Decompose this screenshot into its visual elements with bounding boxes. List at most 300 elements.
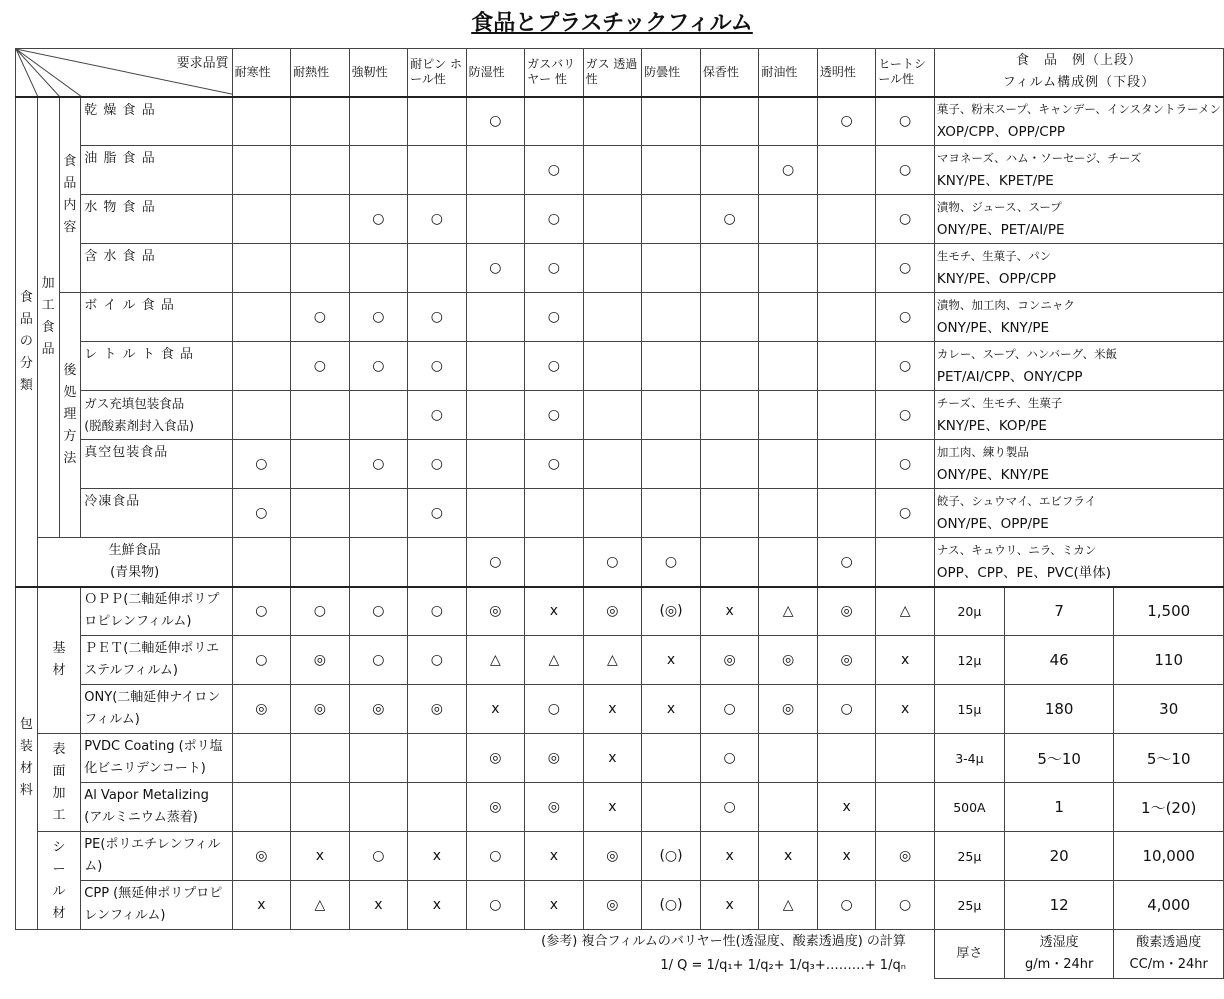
quality-mark: ○ [349, 587, 408, 636]
quality-mark: ○ [525, 685, 584, 734]
quality-mark [583, 342, 642, 391]
material-row [16, 636, 1224, 685]
food-category-label [16, 97, 38, 587]
quality-mark [642, 244, 701, 293]
quality-mark: ○ [700, 734, 759, 783]
thickness-value: 20μ [934, 587, 1004, 636]
moisture-permeability-value: 5〜10 [1004, 734, 1114, 783]
quality-mark: ○ [876, 244, 935, 293]
page-title: 食品とプラスチックフィルム [471, 11, 753, 36]
quality-mark [408, 538, 467, 587]
food-example-items: 菓子、粉末スープ、キャンデー、インスタントラーメン [936, 102, 1221, 117]
oxygen-unit: CC/m・24hr [1129, 956, 1208, 972]
quality-mark: ◎ [525, 734, 584, 783]
quality-mark: ○ [466, 538, 525, 587]
quality-header [759, 49, 818, 97]
quality-mark: ○ [232, 587, 291, 636]
quality-mark: ○ [291, 342, 350, 391]
quality-mark [466, 146, 525, 195]
quality-mark [525, 489, 584, 538]
quality-mark [232, 538, 291, 587]
quality-mark: ◎ [583, 587, 642, 636]
quality-mark: △ [291, 881, 350, 930]
quality-mark [817, 342, 876, 391]
quality-mark [583, 440, 642, 489]
quality-mark: x [876, 636, 935, 685]
quality-mark: ◎ [466, 783, 525, 832]
quality-header-label: 保香性 [702, 64, 739, 79]
quality-mark: x [408, 832, 467, 881]
quality-mark: ○ [876, 146, 935, 195]
quality-mark: ○ [525, 342, 584, 391]
oxygen-permeability-value: 1,500 [1114, 587, 1224, 636]
quality-mark [232, 342, 291, 391]
quality-mark: ○ [817, 881, 876, 930]
quality-mark [876, 538, 935, 587]
material-row [16, 734, 1224, 783]
quality-mark: ○ [525, 195, 584, 244]
quality-mark: x [759, 832, 818, 881]
moisture-unit: g/m・24hr [1024, 956, 1094, 972]
quality-mark [817, 734, 876, 783]
quality-mark: ○ [408, 489, 467, 538]
sealant-text: シール材 [52, 839, 66, 921]
quality-mark: ○ [817, 538, 876, 587]
quality-header [583, 49, 642, 97]
quality-mark: x [700, 587, 759, 636]
film-composition: PET/AI/CPP、ONY/CPP [936, 369, 1083, 385]
quality-mark [583, 293, 642, 342]
quality-header [408, 49, 467, 97]
quality-mark: x [583, 685, 642, 734]
oxygen-header [1114, 930, 1224, 979]
quality-mark: x [583, 783, 642, 832]
quality-mark [583, 146, 642, 195]
quality-mark [700, 538, 759, 587]
food-example [934, 293, 1223, 342]
thickness-value: 500A [934, 783, 1004, 832]
material-name: ＯＰＰ(二軸延伸ポリプロピレンフィルム) [81, 587, 232, 636]
food-name-text: 冷凍食品 [84, 494, 141, 509]
quality-header-label: 耐熱性 [293, 64, 330, 79]
thickness-value: 12μ [934, 636, 1004, 685]
quality-mark: ○ [700, 685, 759, 734]
food-example-items: チーズ、生モチ、生菓子 [936, 396, 1063, 410]
quality-header-label: 耐ピン ホール性 [410, 57, 462, 87]
quality-mark: ○ [349, 293, 408, 342]
quality-mark: ○ [408, 440, 467, 489]
quality-mark: x [583, 734, 642, 783]
quality-mark: ○ [349, 636, 408, 685]
food-name-sub: (脱酸素剤封入食品) [84, 418, 195, 433]
barrier-note-text: (参考) 複合フィルムのバリヤー性(透湿度、酸素透過度) の計算 [541, 934, 906, 949]
quality-mark: ○ [232, 440, 291, 489]
food-name-text: 含 水 食 品 [84, 249, 156, 264]
food-name [81, 293, 232, 342]
quality-mark [349, 489, 408, 538]
quality-mark [700, 244, 759, 293]
quality-header-label: 防曇性 [644, 64, 681, 79]
food-example-items: 加工肉、練り製品 [936, 445, 1029, 459]
quality-mark: △ [466, 636, 525, 685]
quality-mark [876, 734, 935, 783]
quality-header [817, 49, 876, 97]
quality-mark: ○ [349, 440, 408, 489]
processed-food-label [37, 97, 59, 538]
quality-mark: ○ [232, 636, 291, 685]
quality-mark: ○ [876, 293, 935, 342]
food-example [934, 342, 1223, 391]
thickness-value: 15μ [934, 685, 1004, 734]
film-composition: KNY/PE、KOP/PE [936, 418, 1047, 434]
quality-mark: ◎ [466, 587, 525, 636]
quality-mark [232, 391, 291, 440]
food-row [16, 342, 1224, 391]
quality-mark: ○ [876, 97, 935, 146]
oxygen-permeability-value: 110 [1114, 636, 1224, 685]
quality-mark: ○ [876, 881, 935, 930]
quality-header-label: ガスバリヤー 性 [527, 57, 576, 87]
quality-mark: ○ [349, 195, 408, 244]
food-example [934, 195, 1223, 244]
quality-header-label: ガス 透過性 [585, 57, 638, 87]
quality-mark: ◎ [408, 685, 467, 734]
food-name [81, 489, 232, 538]
quality-mark [759, 783, 818, 832]
quality-mark [642, 391, 701, 440]
food-example-items: 漬物、ジュース、スープ [936, 200, 1062, 214]
film-composition: ONY/PE、PET/AI/PE [936, 222, 1065, 238]
fresh-food-name [37, 538, 232, 587]
food-row [16, 440, 1224, 489]
moisture-permeability-value: 7 [1004, 587, 1114, 636]
quality-mark [232, 97, 291, 146]
quality-mark: ◎ [291, 685, 350, 734]
quality-mark: ◎ [876, 832, 935, 881]
film-composition: ONY/PE、KNY/PE [936, 320, 1050, 336]
quality-mark: ◎ [700, 636, 759, 685]
food-name [81, 97, 232, 146]
quality-mark [700, 489, 759, 538]
food-example [934, 97, 1223, 146]
quality-header [232, 49, 291, 97]
quality-mark [291, 489, 350, 538]
food-row [16, 293, 1224, 342]
quality-mark [642, 342, 701, 391]
fresh-food-row [16, 538, 1224, 587]
food-row [16, 146, 1224, 195]
material-row [16, 783, 1224, 832]
quality-mark: x [876, 685, 935, 734]
quality-mark [466, 440, 525, 489]
quality-mark: ○ [525, 293, 584, 342]
quality-mark: (○) [642, 832, 701, 881]
thickness-value: 25μ [934, 832, 1004, 881]
quality-header-label: 強靭性 [351, 64, 388, 79]
quality-mark: ○ [876, 342, 935, 391]
food-example-items: 餃子、シュウマイ、エビフライ [936, 494, 1097, 508]
quality-mark: ◎ [817, 636, 876, 685]
quality-mark [349, 734, 408, 783]
material-name: ＰＥＴ(二軸延伸ポリエステルフィルム) [81, 636, 232, 685]
surface-treatment-label [37, 734, 81, 832]
quality-mark: ○ [817, 685, 876, 734]
moisture-permeability-value: 1 [1004, 783, 1114, 832]
quality-header [700, 49, 759, 97]
thickness-value: 3-4μ [934, 734, 1004, 783]
material-name: PE(ポリエチレンフィルム) [81, 832, 232, 881]
quality-mark [232, 146, 291, 195]
processed-food-text: 加工食品 [41, 276, 55, 358]
quality-mark: ○ [876, 489, 935, 538]
quality-mark: x [642, 685, 701, 734]
oxygen-permeability-value: 5〜10 [1114, 734, 1224, 783]
quality-mark: ○ [466, 97, 525, 146]
quality-mark: ○ [876, 391, 935, 440]
quality-mark: x [291, 832, 350, 881]
surface-treatment-text: 表面加工 [52, 741, 66, 823]
food-example-items: カレー、スープ、ハンバーグ、米飯 [936, 347, 1118, 361]
quality-mark [349, 244, 408, 293]
food-row [16, 97, 1224, 146]
quality-header-label: 防湿性 [468, 64, 505, 79]
moisture-permeability-value: 12 [1004, 881, 1114, 930]
food-example-items: 漬物、加工肉、コンニャク [936, 298, 1075, 312]
quality-mark [466, 391, 525, 440]
quality-mark: x [408, 881, 467, 930]
food-name-text: 水 物 食 品 [84, 200, 156, 215]
quality-mark [466, 195, 525, 244]
quality-mark [466, 489, 525, 538]
food-example [934, 244, 1223, 293]
quality-mark [759, 734, 818, 783]
quality-mark: △ [525, 636, 584, 685]
quality-header-label: 透明性 [819, 64, 856, 79]
quality-mark [408, 244, 467, 293]
quality-header [466, 49, 525, 97]
quality-mark [642, 195, 701, 244]
food-example [934, 391, 1223, 440]
quality-mark [583, 195, 642, 244]
quality-mark: ○ [232, 489, 291, 538]
quality-mark [642, 293, 701, 342]
quality-mark [817, 489, 876, 538]
quality-header [349, 49, 408, 97]
quality-mark: x [700, 832, 759, 881]
quality-mark: x [525, 587, 584, 636]
food-row [16, 244, 1224, 293]
quality-mark: ○ [408, 587, 467, 636]
fresh-food-example [934, 538, 1223, 587]
quality-mark [642, 440, 701, 489]
quality-mark: ○ [583, 538, 642, 587]
quality-mark: ○ [291, 293, 350, 342]
quality-mark [232, 783, 291, 832]
quality-mark: △ [583, 636, 642, 685]
footer-row [16, 930, 1224, 979]
food-name-text: レ ト ル ト 食 品 [84, 347, 194, 362]
quality-mark [408, 734, 467, 783]
sealant-label [37, 832, 81, 930]
quality-mark [642, 783, 701, 832]
material-name: Al Vapor Metalizing (アルミニウム蒸着) [81, 783, 232, 832]
quality-mark: ○ [291, 587, 350, 636]
quality-mark [291, 538, 350, 587]
base-material-label [37, 587, 81, 734]
food-name [81, 244, 232, 293]
quality-mark: ◎ [759, 685, 818, 734]
quality-mark [291, 440, 350, 489]
quality-mark [232, 244, 291, 293]
quality-mark: x [466, 685, 525, 734]
food-row [16, 195, 1224, 244]
quality-mark [408, 783, 467, 832]
quality-mark [291, 391, 350, 440]
food-name-text: 真空包装食品 [84, 445, 169, 460]
quality-mark [700, 440, 759, 489]
food-row [16, 391, 1224, 440]
fresh-film-composition: OPP、CPP、PE、PVC(単体) [936, 564, 1112, 581]
food-example [934, 489, 1223, 538]
quality-mark [583, 391, 642, 440]
quality-mark: x [525, 881, 584, 930]
oxygen-label: 酸素透過度 [1136, 934, 1202, 950]
food-name [81, 440, 232, 489]
quality-mark [642, 489, 701, 538]
quality-mark: △ [876, 587, 935, 636]
post-process-text: 後処理方法 [63, 363, 77, 466]
quality-mark: ○ [525, 440, 584, 489]
quality-mark: ○ [466, 244, 525, 293]
quality-mark [700, 293, 759, 342]
quality-mark [759, 538, 818, 587]
quality-mark: ○ [700, 195, 759, 244]
material-row [16, 587, 1224, 636]
post-process-label [59, 293, 81, 538]
quality-mark [700, 97, 759, 146]
thickness-header: 厚さ [934, 930, 1004, 979]
quality-mark: △ [759, 587, 818, 636]
quality-mark: ○ [642, 538, 701, 587]
quality-mark [349, 783, 408, 832]
food-name-text: 乾 燥 食 品 [84, 102, 156, 118]
food-name-text: ボ イ ル 食 品 [84, 298, 175, 313]
food-example-items: 生モチ、生菓子、パン [936, 249, 1052, 263]
quality-header-label: 耐寒性 [234, 64, 271, 79]
quality-mark [817, 391, 876, 440]
quality-mark: (◎) [642, 587, 701, 636]
food-name-text: 油 脂 食 品 [84, 151, 156, 166]
quality-mark [291, 244, 350, 293]
material-name: ONY(二軸延伸ナイロンフィルム) [81, 685, 232, 734]
quality-mark [642, 734, 701, 783]
example-header-line2: フィルム構成例（下段） [1002, 75, 1156, 91]
example-header-line1: 食 品 例（上段） [1015, 53, 1142, 69]
quality-mark: ○ [525, 391, 584, 440]
quality-mark: ○ [408, 391, 467, 440]
quality-mark: ○ [349, 342, 408, 391]
food-name [81, 342, 232, 391]
quality-mark [700, 342, 759, 391]
fresh-food-text: 生鮮食品 [108, 542, 161, 558]
base-material-text: 基材 [52, 641, 66, 679]
film-composition: ONY/PE、OPP/PE [936, 516, 1049, 532]
quality-mark: ◎ [759, 636, 818, 685]
quality-mark [817, 244, 876, 293]
quality-mark [876, 783, 935, 832]
material-row [16, 881, 1224, 930]
moisture-label: 透湿度 [1039, 934, 1079, 950]
quality-mark: ○ [525, 146, 584, 195]
quality-mark: ○ [466, 832, 525, 881]
quality-mark [583, 97, 642, 146]
quality-mark: ◎ [232, 832, 291, 881]
quality-mark [232, 293, 291, 342]
quality-mark [291, 195, 350, 244]
quality-mark: x [525, 832, 584, 881]
quality-mark [525, 97, 584, 146]
quality-mark [642, 146, 701, 195]
food-name [81, 195, 232, 244]
quality-mark [759, 440, 818, 489]
quality-mark [817, 293, 876, 342]
quality-mark [291, 783, 350, 832]
quality-mark: ○ [876, 195, 935, 244]
quality-mark: ○ [349, 832, 408, 881]
quality-mark [817, 195, 876, 244]
food-content-label [59, 97, 81, 293]
quality-mark: (○) [642, 881, 701, 930]
quality-mark [466, 293, 525, 342]
quality-mark: x [642, 636, 701, 685]
quality-mark: △ [759, 881, 818, 930]
moisture-header [1004, 930, 1114, 979]
fresh-example-items: ナス、キュウリ、ニラ、ミカン [936, 542, 1097, 557]
material-row [16, 685, 1224, 734]
film-composition: XOP/CPP、OPP/CPP [936, 124, 1065, 141]
material-name: PVDC Coating (ポリ塩化ビニリデンコート) [81, 734, 232, 783]
packaging-material-label [16, 587, 38, 930]
quality-mark [700, 146, 759, 195]
food-name [81, 391, 232, 440]
quality-mark [583, 489, 642, 538]
quality-mark: ◎ [291, 636, 350, 685]
moisture-permeability-value: 46 [1004, 636, 1114, 685]
material-name: CPP (無延伸ポリプロピレンフィルム) [81, 881, 232, 930]
oxygen-permeability-value: 4,000 [1114, 881, 1224, 930]
quality-mark: ○ [408, 195, 467, 244]
quality-mark: x [349, 881, 408, 930]
quality-mark [408, 97, 467, 146]
quality-mark: ◎ [817, 587, 876, 636]
quality-mark [232, 195, 291, 244]
quality-mark [759, 97, 818, 146]
moisture-permeability-value: 180 [1004, 685, 1114, 734]
quality-mark: x [817, 832, 876, 881]
film-composition: ONY/PE、KNY/PE [936, 467, 1050, 483]
fresh-food-sub: (青果物) [110, 564, 160, 580]
quality-mark [583, 244, 642, 293]
quality-mark: x [700, 881, 759, 930]
barrier-formula: 1/ Q = 1/q₁+ 1/q₂+ 1/q₃+………+ 1/qₙ [660, 958, 906, 973]
quality-mark [349, 97, 408, 146]
quality-header [876, 49, 935, 97]
header-row [16, 49, 1224, 97]
quality-mark: ○ [408, 636, 467, 685]
quality-mark: ◎ [349, 685, 408, 734]
quality-mark: ◎ [583, 832, 642, 881]
quality-mark [700, 391, 759, 440]
